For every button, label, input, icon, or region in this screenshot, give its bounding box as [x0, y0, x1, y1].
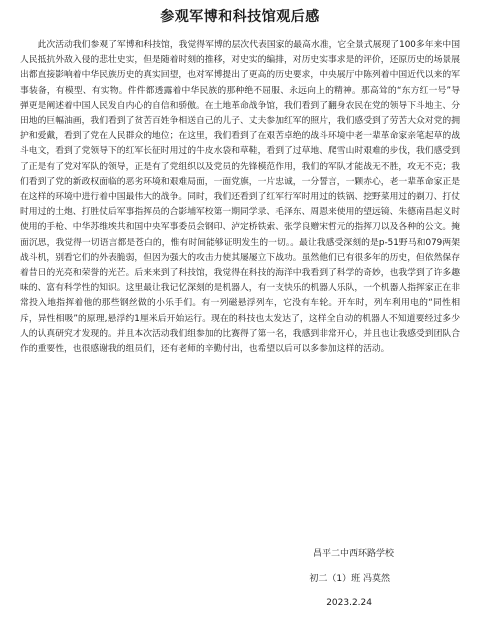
signature-date: 2023.2.24: [326, 598, 372, 608]
document-body: 此次活动我们参观了军博和科技馆，我觉得军博的层次代表国家的最高水准，它全景式展现了100多年来中国人民抵抗外敌入侵的悲壮史实，但是随着时刻的推移，对史实的编排，对历史实事求是的评价，还原历史的场景展出都直接影响着中华民族历史的真实回望，也对军博提出了更高的历史要求，中央展厅中陈列着中国近代以来的军事装备，有模型、有实物。件件都透露着中华民族的那种绝不屈服、永远向上的精神。那高耸的“东方红一号”导弹更是阐述着中国人民发自内心的自信和骄傲。在土地革命战争馆，我们看到了翻身农民在党的领导下斗地主、分田地的巨幅油画，我们看到了贫苦百姓争相送自己的儿子、丈夫参加红军的照片，我们感受到了劳苦大众对党的拥护和爱戴，看到了党在人民群众的地位；在这里，我们看到了在艰苦卓绝的战斗环境中老一辈革命家亲笔起草的战斗电文，看到了党领导下的红军长征时用过的牛皮水袋和草鞋，看到了过草地、爬雪山时艰难的步伐，我们感受到了正是有了党对军队的领导，正是有了党组织以及党员的先锋模范作用，我们的军队才能战无不胜，攻无不克；我们看到了党的新政权面临的恶劣环境和艰难局面，一面党旗，一片忠诚，一分誓言，一颗赤心，老一辈革命家正是在这样的环境中进行着中国最伟大的战争。同时，我们还看到了红军行军时用过的铁锅、挖野菜用过的剃刀、打仗时用过的土炮、打胜仗后军事指挥员的合影埔军校第一期同学录、毛泽东、周恩来使用的望远镜、朱德南昌起义时使用的手枪、中华苏维埃共和国中央军事委员会钢印、泸定桥铁索、张学良赠宋哲元的指挥刀以及各种的公文。掩面沉思，我觉得一切语言都是苍白的，惟有时间能够证明发生的一切。。最让我感受深刻的是p-51野马和079两架战斗机，别看它们的外表脆弱，但因为强大的攻击力使其屡屡立下战功。虽然他们已有很多年的历史，但依然保存着昔日的光亮和荣誉的光芒。后来来到了科技馆，我觉得在科技的海洋中我看到了科学的奇妙，也我学到了许多趣味的、富有科学性的知识。这里最让我记忆深刻的是机器人，有一支快乐的机器人乐队，一个机器人指挥家正在非常投入地指挥着他的那些钢丝做的小乐手们。有一列磁悬浮列车，它没有车轮。开车时，列车利用电的“同性相斥，异性相吸”的原理,悬浮约1厘米后开始运行。现在的科技也太发达了，这样全自动的机器人不知道要经过多少人的认真研究才发现的。并且本次活动我们组参加的比赛得了第一名，我感到非常开心，并且也让我感受到团队合作的重要性，也很感谢我的组员们，还有老师的辛勤付出，也希望以后可以多参加这样的活动。: [20, 40, 460, 355]
signature-school: 昌平二中西环路学校: [312, 549, 394, 559]
document-title: 参观军博和科技馆观后感: [160, 9, 320, 25]
signature-class: 初二（1）班 冯莫然: [309, 574, 390, 584]
